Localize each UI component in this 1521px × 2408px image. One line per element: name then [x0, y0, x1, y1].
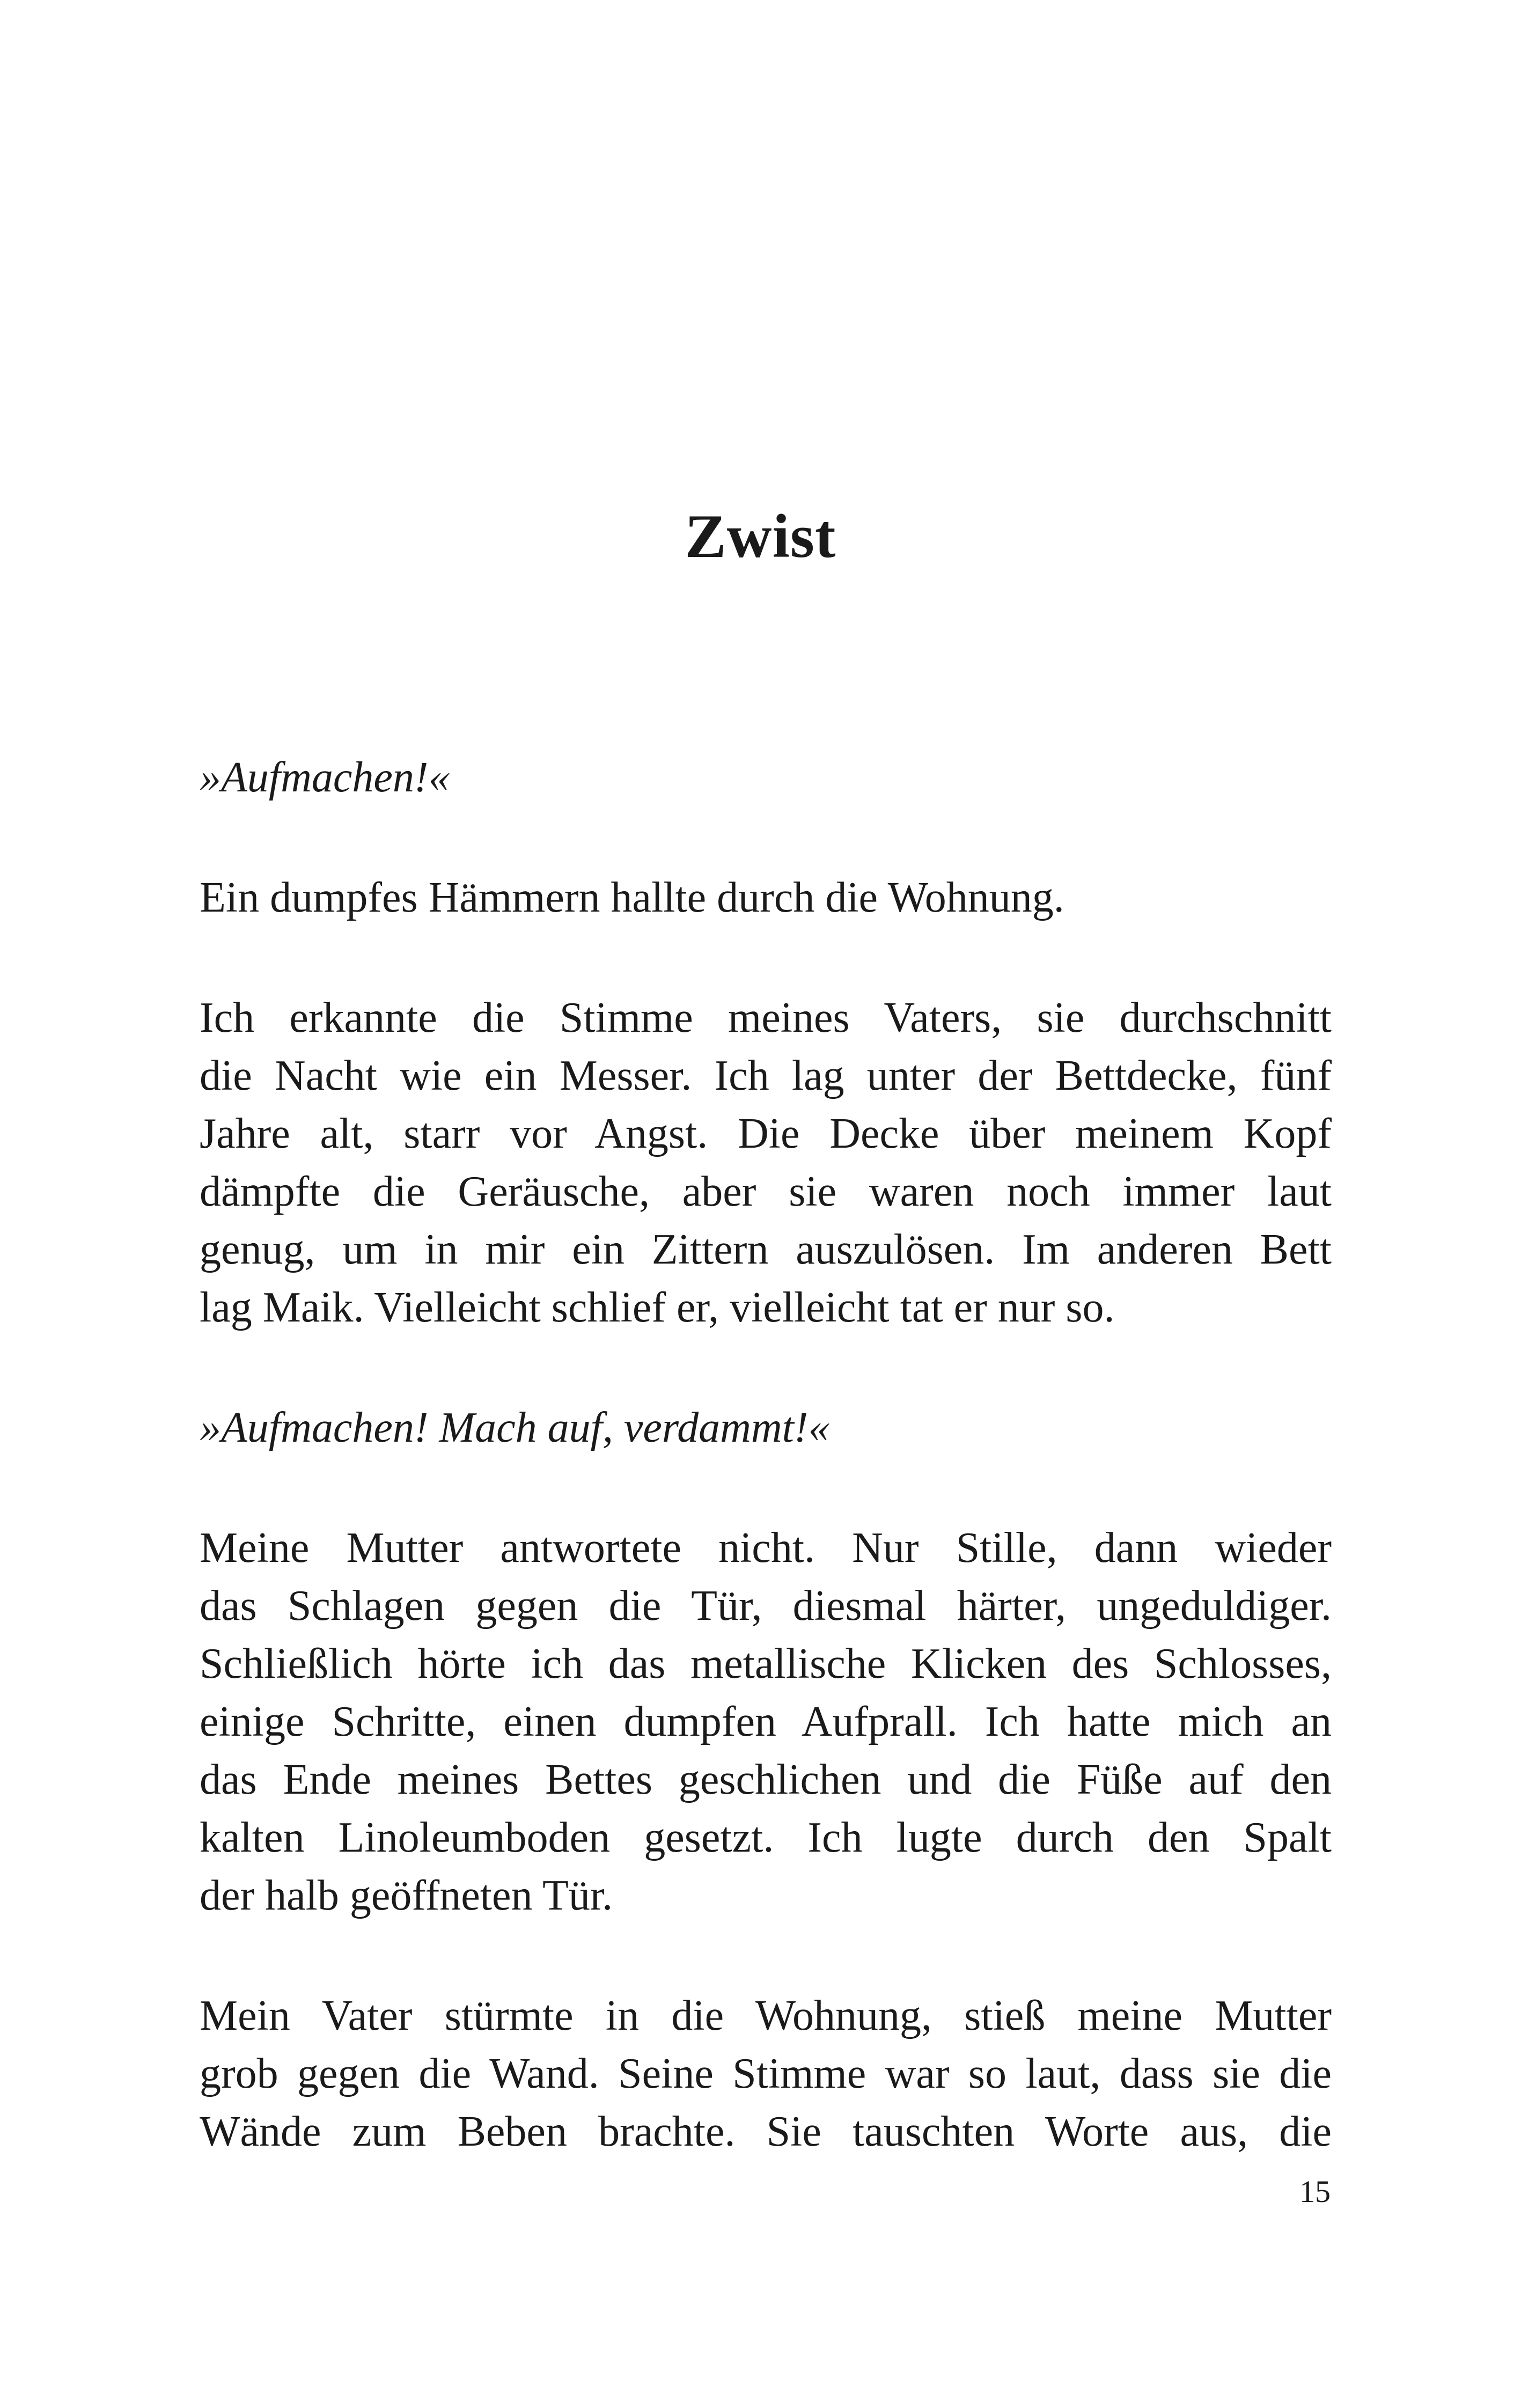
text-line: dämpfte die Geräusche, aber sie waren noch immer laut: [200, 1168, 1332, 1215]
text-line: das Schlagen gegen die Tür, diesmal härter, ungeduldiger.: [200, 1582, 1332, 1629]
text-line: Jahre alt, starr vor Angst. Die Decke über meinem Kopf: [200, 1110, 1332, 1157]
text-line: Ein dumpfes Hämmern hallte durch die Wohnung.: [200, 874, 1064, 921]
text-line: Schließlich hörte ich das metallische Klicken des Schlosses,: [200, 1640, 1332, 1687]
text-line: »Aufmachen! Mach auf, verdammt!«: [200, 1404, 830, 1451]
chapter-title: Zwist: [685, 502, 836, 571]
text-line: genug, um in mir ein Zittern auszulösen. Im anderen Bett: [200, 1226, 1332, 1273]
text-line: Wände zum Beben brachte. Sie tauschten Worte aus, die: [200, 2108, 1332, 2155]
text-line: lag Maik. Vielleicht schlief er, vielleicht tat er nur so.: [200, 1284, 1115, 1331]
paragraph-2: [200, 869, 1332, 927]
text-line: »Aufmachen!«: [200, 754, 450, 801]
text-line: Mein Vater stürmte in die Wohnung, stieß meine Mutter: [200, 1992, 1332, 2039]
text-line: Meine Mutter antwortete nicht. Nur Stille, dann wieder: [200, 1524, 1332, 1572]
paragraph-5: [200, 1519, 1332, 1925]
text-line: kalten Linoleumboden gesetzt. Ich lugte durch den Spalt: [200, 1814, 1332, 1861]
paragraph-3: [200, 989, 1332, 1337]
text-line: grob gegen die Wand. Seine Stimme war so laut, dass sie die: [200, 2050, 1332, 2097]
body-text: [200, 748, 1332, 2161]
paragraph-dialogue-2: [200, 1399, 1332, 1457]
page-number: 15: [1299, 2174, 1331, 2209]
text-line: das Ende meines Bettes geschlichen und die Füße auf den: [200, 1756, 1332, 1803]
text-line: Ich erkannte die Stimme meines Vaters, sie durchschnitt: [200, 994, 1332, 1041]
paragraph-6: [200, 1987, 1332, 2161]
text-line: die Nacht wie ein Messer. Ich lag unter der Bettdecke, fünf: [200, 1052, 1332, 1099]
text-line: der halb geöffneten Tür.: [200, 1872, 613, 1919]
text-line: einige Schritte, einen dumpfen Aufprall. Ich hatte mich an: [200, 1698, 1332, 1745]
paragraph-dialogue-1: [200, 748, 1332, 806]
